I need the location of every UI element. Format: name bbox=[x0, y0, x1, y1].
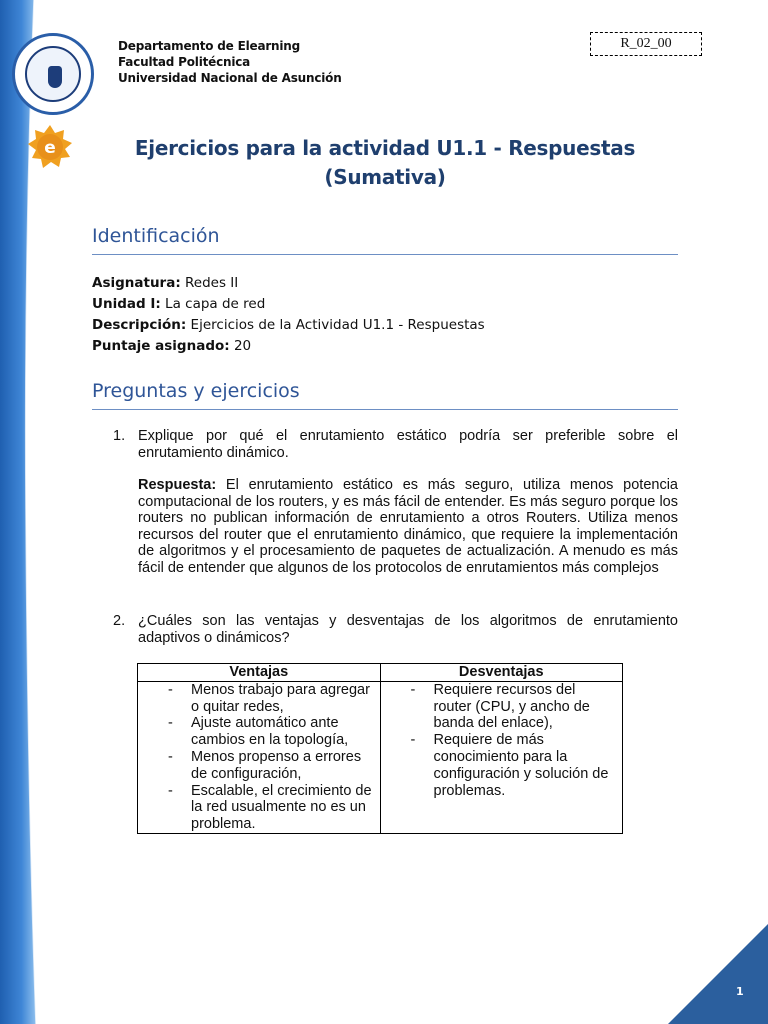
field-label: Asignatura: bbox=[92, 275, 181, 291]
question-number: 2. bbox=[113, 613, 126, 629]
svg-text:e: e bbox=[44, 138, 56, 158]
dash-bullet: - bbox=[168, 715, 173, 732]
document-title bbox=[100, 134, 670, 192]
list-item bbox=[138, 783, 380, 833]
list-item-text: Requiere recursos del router (CPU, y ancho de banda del enlace), bbox=[433, 681, 590, 732]
dash-bullet: - bbox=[168, 782, 173, 799]
list-item bbox=[381, 682, 623, 732]
question-number: 1. bbox=[113, 428, 126, 444]
list-item-text: Escalable, el crecimiento de la red usualmente no es un problema. bbox=[191, 782, 372, 833]
field-label: Puntaje asignado: bbox=[92, 338, 230, 354]
field-value: La capa de red bbox=[160, 296, 266, 312]
field-unidad bbox=[92, 294, 485, 315]
answer-1 bbox=[138, 477, 678, 576]
field-label: Descripción: bbox=[92, 317, 187, 333]
field-asignatura bbox=[92, 273, 485, 294]
question-text: ¿Cuáles son las ventajas y desventajas de los algoritmos de enrutamiento adaptivos o dinámicos? bbox=[138, 613, 678, 646]
title-line-2: (Sumativa) bbox=[324, 165, 446, 189]
cell-ventajas bbox=[138, 681, 381, 833]
university-seal-logo bbox=[12, 33, 94, 115]
section-heading-preguntas: Preguntas y ejercicios bbox=[92, 379, 678, 410]
dash-bullet: - bbox=[410, 732, 416, 749]
org-line-faculty: Facultad Politécnica bbox=[118, 55, 251, 69]
list-item-text: Menos propenso a errores de configuración, bbox=[191, 748, 362, 782]
header-desventajas: Desventajas bbox=[380, 664, 623, 682]
elearning-logo-icon bbox=[26, 123, 74, 171]
cell-desventajas bbox=[380, 681, 623, 833]
table-header-row bbox=[138, 664, 623, 682]
field-descripcion bbox=[92, 315, 485, 336]
document-code-box: R_02_00 bbox=[590, 32, 702, 56]
field-value: Ejercicios de la Actividad U1.1 - Respuestas bbox=[186, 317, 485, 333]
list-item-text: Ajuste automático ante cambios en la topología, bbox=[191, 715, 349, 749]
list-item-text: Requiere de más conocimiento para la configuración y solución de problemas. bbox=[433, 732, 609, 799]
field-value: 20 bbox=[229, 338, 252, 354]
question-1 bbox=[113, 428, 678, 462]
answer-label: Respuesta: bbox=[138, 477, 217, 493]
list-item bbox=[138, 749, 380, 783]
list-item-text: Menos trabajo para agregar o quitar redes, bbox=[191, 681, 370, 715]
org-line-university: Universidad Nacional de Asunción bbox=[118, 71, 342, 85]
list-item bbox=[138, 715, 380, 749]
section-heading-identificacion: Identificación bbox=[92, 224, 678, 255]
corner-triangle-decoration bbox=[668, 924, 768, 1024]
table-row bbox=[138, 681, 623, 833]
dash-bullet: - bbox=[168, 681, 173, 698]
list-item bbox=[138, 682, 380, 716]
dash-bullet: - bbox=[410, 681, 416, 698]
title-line-1: Ejercicios para la actividad U1.1 - Respuestas bbox=[134, 136, 636, 160]
header-ventajas: Ventajas bbox=[138, 664, 381, 682]
field-label: Unidad I: bbox=[92, 296, 161, 312]
identification-fields bbox=[92, 273, 485, 357]
answer-text: El enrutamiento estático es más seguro, utiliza menos potencia computacional de los routers, y es más fácil de entender. Es más seguro porque los routers no publican información de enrutamiento a otros Routers. Utiliza menos recursos del router que el enrutamiento dinámico, que requiere la implementación de algoritmos y el procesamiento de paquetes de actualización. A menudo es más fácil de entender que algunos de los protocolos de enrutamientos más complejos bbox=[138, 477, 678, 576]
organization-header bbox=[118, 38, 342, 86]
list-item bbox=[381, 732, 623, 799]
dash-bullet: - bbox=[168, 748, 173, 765]
question-2 bbox=[113, 613, 678, 647]
page-number: 1 bbox=[736, 985, 744, 998]
advantages-disadvantages-table bbox=[137, 663, 623, 834]
org-line-department: Departamento de Elearning bbox=[118, 39, 301, 53]
field-value: Redes II bbox=[180, 275, 239, 291]
question-text: Explique por qué el enrutamiento estático podría ser preferible sobre el enrutamiento dinámico. bbox=[138, 428, 678, 461]
field-puntaje bbox=[92, 336, 485, 357]
